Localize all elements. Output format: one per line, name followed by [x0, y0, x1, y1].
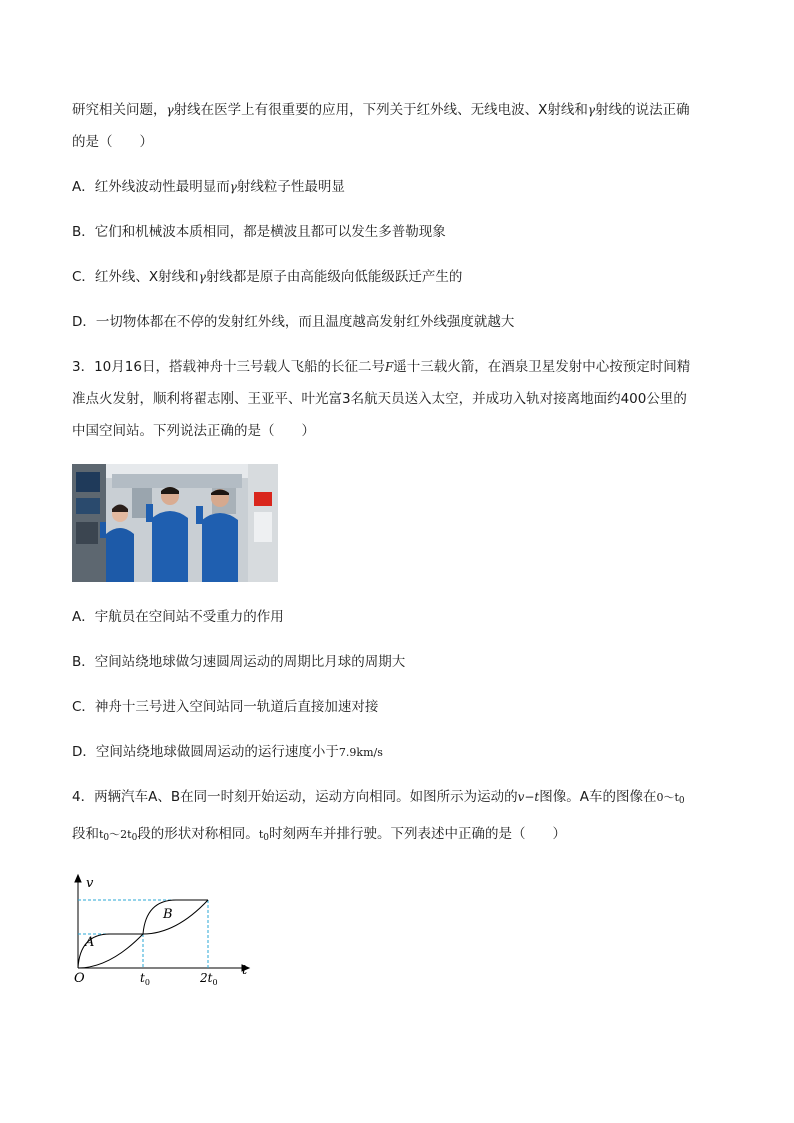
q3-option-a: A．宇航员在空间站不受重力的作用: [72, 609, 284, 625]
q2-option-a-text-2: 射线粒子性最明显: [236, 179, 345, 195]
q2-option-d: D．一切物体都在不停的发射红外线，而且温度越高发射红外线强度就越大: [72, 314, 515, 330]
q4-stem-line-2: [72, 825, 566, 847]
vt-symbol: v−t: [517, 790, 540, 804]
gamma-symbol: γ: [198, 270, 206, 284]
q3-stem-line-3: 中国空间站。下列说法正确的是（ ）: [72, 423, 315, 439]
tick-2t0-sub: 0: [212, 978, 218, 987]
speed-value: 7.9km/s: [338, 746, 383, 759]
t0-symbol-inline: [259, 828, 269, 841]
q2-stem-line-2: 的是（ ）: [72, 134, 153, 150]
rocket-f-symbol: F: [384, 360, 394, 374]
q3-option-d: [72, 743, 383, 762]
tick-t0-text: t: [140, 971, 145, 985]
subscript-0: 0: [103, 833, 110, 843]
gamma-symbol: γ: [166, 103, 174, 117]
vt-graph: [66, 872, 256, 990]
tick-t0-label: [140, 971, 150, 987]
v-axis-arrow: [75, 875, 81, 882]
tick-t0-sub: 0: [144, 978, 150, 987]
q2-option-a-text-1: A．红外线波动性最明显而: [72, 179, 230, 195]
q3-option-c: C．神舟十三号进入空间站同一轨道后直接加速对接: [72, 699, 379, 715]
t-axis-label: t: [242, 963, 248, 978]
tick-2t0-label: [199, 971, 218, 987]
t0-symbol: t: [99, 828, 104, 841]
subscript-0: 0: [678, 796, 685, 806]
curve-b-label: B: [163, 907, 173, 922]
q3-option-d-text: D．空间站绕地球做圆周运动的运行速度小于: [72, 744, 339, 760]
q2-option-c-text-2: 射线都是原子由高能级向低能级跃迁产生的: [205, 269, 463, 285]
q4-stem-text-d: 段的形状对称相同。: [137, 826, 259, 842]
tilde-2t0: ～2t: [109, 828, 132, 841]
tick-2t0-text: 2t: [200, 971, 213, 985]
curve-b: [78, 900, 208, 968]
v-axis-label: v: [86, 876, 94, 891]
t0-symbol: t: [258, 828, 264, 841]
q3-stem-line-2: 准点火发射，顺利将翟志刚、王亚平、叶光富3名航天员送入太空，并成功入轨对接离地面约400公里的: [72, 391, 687, 407]
curve-a-label: A: [85, 935, 95, 950]
q2-option-a: [72, 178, 345, 196]
subscript-0: 0: [131, 833, 138, 843]
q2-option-c: [72, 268, 462, 286]
range-0-t0: [657, 791, 685, 804]
astronauts-photo: [72, 464, 278, 582]
gamma-symbol: γ: [229, 180, 237, 194]
q4-stem-line-1: [72, 788, 685, 810]
q3-option-b: B．空间站绕地球做匀速圆周运动的周期比月球的周期大: [72, 654, 406, 670]
range-0-t0-text: 0～t: [656, 791, 679, 804]
q2-stem-text-c: 射线的说法正确: [595, 102, 690, 118]
q4-stem-text-e: 时刻两车并排行驶。下列表述中正确的是（ ）: [268, 826, 566, 842]
origin-label: O: [74, 971, 85, 986]
q4-stem-text-b: 图像。A车的图像在: [539, 789, 657, 805]
range-t0-2t0: [99, 828, 137, 841]
q2-option-b: B．它们和机械波本质相同，都是横波且都可以发生多普勒现象: [72, 224, 446, 240]
q3-stem-text-b: 遥十三载火箭，在酒泉卫星发射中心按预定时间精: [393, 359, 691, 375]
q2-option-c-text-1: C．红外线、X射线和: [72, 269, 199, 285]
gamma-symbol: γ: [587, 103, 596, 117]
q2-stem-text-b: 射线在医学上有很重要的应用，下列关于红外线、无线电波、X射线和: [173, 102, 588, 118]
q3-stem-text-a: 3．10月16日，搭载神舟十三号载人飞船的长征二号: [72, 359, 385, 375]
subscript-0: 0: [263, 833, 269, 843]
q2-stem-line-1: [72, 101, 690, 119]
q4-stem-text-a: 4．两辆汽车A、B在同一时刻开始运动，运动方向相同。如图所示为运动的: [72, 789, 518, 805]
astronauts-photo-drawing: [72, 464, 278, 582]
q4-stem-text-c: 段和: [72, 826, 99, 842]
q2-stem-text-a: 研究相关问题，: [72, 102, 167, 118]
q3-stem-line-1: [72, 358, 690, 376]
